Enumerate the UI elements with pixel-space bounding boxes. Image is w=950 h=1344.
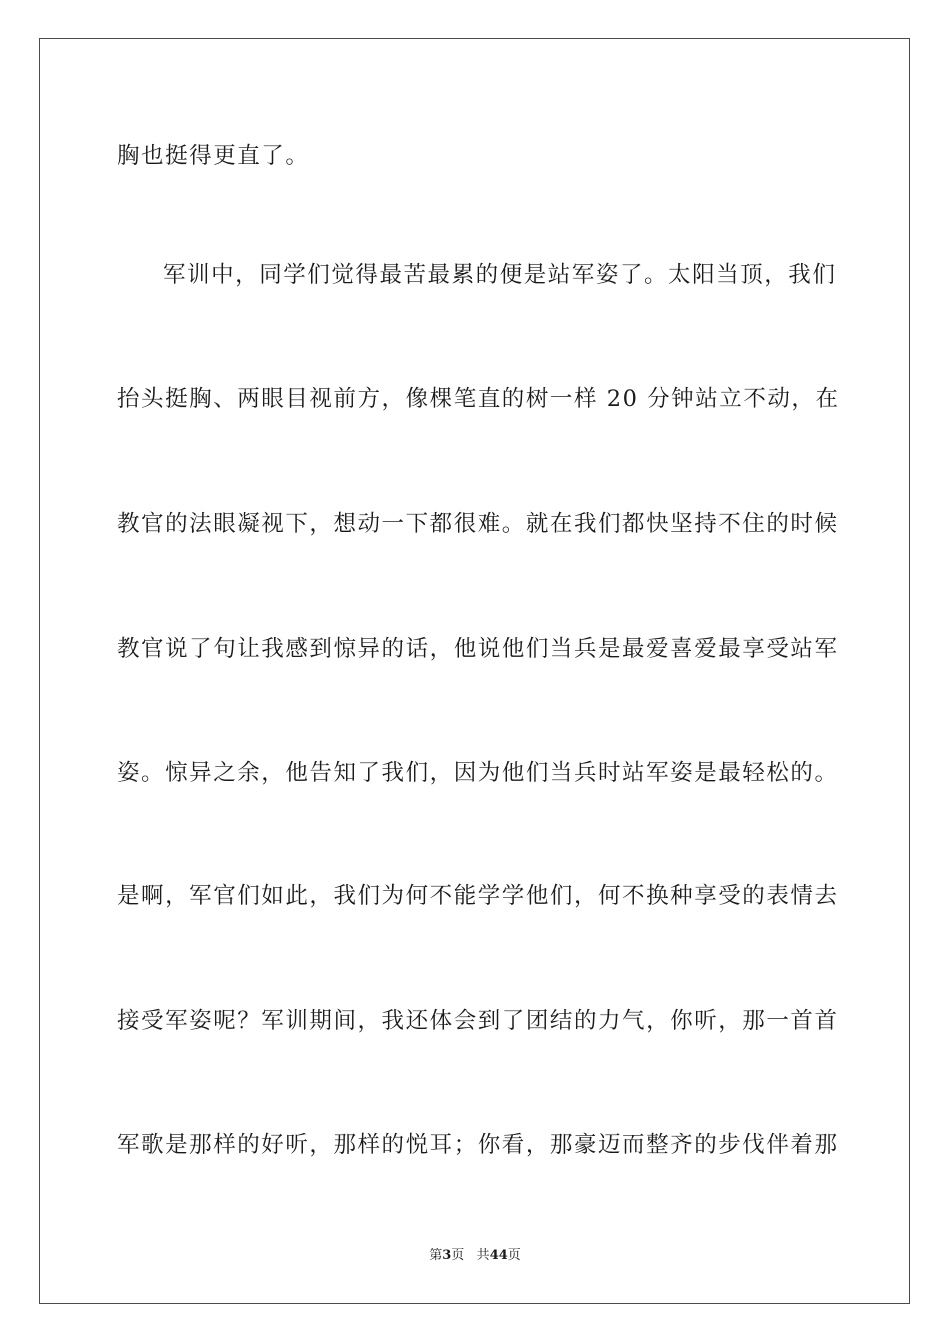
text-line-3: 抬头挺胸、两眼目视前方，像棵笔直的树一样 20 分钟站立不动，在 bbox=[117, 386, 840, 412]
text-line-6: 姿。惊异之余，他告知了我们，因为他们当兵时站军姿是最轻松的。 bbox=[117, 760, 839, 786]
page-footer bbox=[0, 1247, 950, 1265]
total-pages-number: 44 bbox=[489, 1248, 508, 1263]
page-suffix: 页 bbox=[451, 1248, 465, 1263]
total-prefix: 共 bbox=[476, 1248, 490, 1263]
text-line-1: 胸也挺得更直了。 bbox=[117, 143, 310, 169]
text-line-8: 接受军姿呢？军训期间，我还体会到了团结的力气，你听，那一首首 bbox=[117, 1008, 839, 1034]
current-page-number: 3 bbox=[442, 1248, 452, 1263]
text-line-7: 是啊，军官们如此，我们为何不能学学他们，何不换种享受的表情去 bbox=[117, 883, 839, 909]
text-line-4: 教官的法眼凝视下，想动一下都很难。就在我们都快坚持不住的时候 bbox=[117, 511, 839, 537]
text-line-9: 军歌是那样的好听，那样的悦耳；你看，那豪迈而整齐的步伐伴着那 bbox=[117, 1132, 839, 1158]
text-line-5: 教官说了句让我感到惊异的话，他说他们当兵是最爱喜爱最享受站军 bbox=[117, 636, 839, 662]
page-border bbox=[39, 38, 910, 1304]
text-line-2: 军训中，同学们觉得最苦最累的便是站军姿了。太阳当顶，我们 bbox=[163, 262, 837, 288]
total-suffix: 页 bbox=[507, 1248, 521, 1263]
page-prefix: 第 bbox=[429, 1248, 443, 1263]
